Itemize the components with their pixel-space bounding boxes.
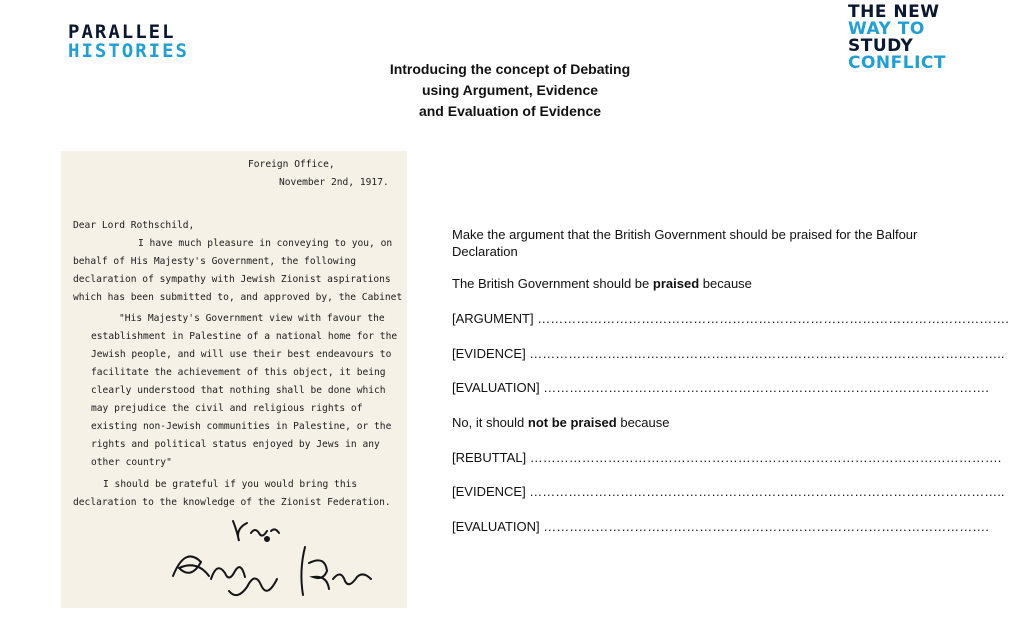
letter-quote-line: Jewish people, and will use their best endeavours to xyxy=(91,349,392,360)
letter-body-line: which has been submitted to, and approved by, the Cabinet xyxy=(73,292,403,303)
title-line-2: using Argument, Evidence xyxy=(421,82,599,98)
logo-line-conflict: CONFLICT xyxy=(848,53,946,73)
letter-body-line: declaration of sympathy with Jewish Zionist aspirations xyxy=(73,274,391,285)
logo-line-study: STUDY xyxy=(848,36,914,56)
page-title xyxy=(350,59,670,122)
worksheet-intro: Make the argument that the British Government should be praised for the Balfour Declaration xyxy=(452,227,918,259)
praise-bold: praised xyxy=(652,276,700,291)
letter-quote-line: existing non-Jewish communities in Palestine, or the xyxy=(91,421,392,432)
praise-heading xyxy=(452,276,752,291)
not-praised-heading xyxy=(452,415,670,430)
title-line-1: Introducing the concept of Debating xyxy=(389,61,631,77)
letter-date: November 2nd, 1917. xyxy=(279,177,389,188)
praise-suffix: because xyxy=(699,276,752,291)
letter-closing-line: declaration to the knowledge of the Zionist Federation. xyxy=(73,497,391,508)
new-way-logo xyxy=(848,4,946,72)
letter-quote-line: other country" xyxy=(91,457,172,468)
letter-body-line: I have much pleasure in conveying to you, on xyxy=(138,238,393,249)
balfour-letter-image xyxy=(61,151,407,608)
letter-quote-line: may prejudice the civil and religious rights of xyxy=(91,403,363,414)
letter-closing-line: I should be grateful if you would bring this xyxy=(103,479,358,490)
not-bold: not be praised xyxy=(527,415,617,430)
logo-line-way-to: WAY TO xyxy=(848,19,925,39)
letter-quote-line: clearly understood that nothing shall be done which xyxy=(91,385,386,396)
evaluation-line-2[interactable]: [EVALUATION] …………………………………………………………………………………………. xyxy=(452,519,989,534)
rebuttal-line[interactable]: [REBUTTAL] ………………………………………………………………………………………………. xyxy=(452,450,1002,465)
not-prefix: No, it should xyxy=(452,415,528,430)
title-line-3: and Evaluation of Evidence xyxy=(418,103,602,119)
logo-line-parallel: PARALLEL xyxy=(68,21,176,43)
balfour-signature xyxy=(61,151,407,608)
letter-body-line: behalf of His Majesty's Government, the following xyxy=(73,256,357,267)
letter-quote-line: establishment in Palestine of a national home for the xyxy=(91,331,398,342)
logo-line-the-new: THE NEW xyxy=(848,2,940,22)
letter-quote-line: "His Majesty's Government view with favour the xyxy=(119,313,385,324)
logo-line-histories: HISTORIES xyxy=(68,40,189,62)
evaluation-line-1[interactable]: [EVALUATION] …………………………………………………………………………………………. xyxy=(452,380,989,395)
letter-quote-line: rights and political status enjoyed by Jews in any xyxy=(91,439,380,450)
argument-line[interactable]: [ARGUMENT] ………………………………………………………………………………………………. xyxy=(452,311,1009,326)
parallel-histories-logo xyxy=(68,23,189,61)
letter-quote-line: facilitate the achievement of this object, it being xyxy=(91,367,386,378)
not-suffix: because xyxy=(616,415,670,430)
evidence-line-2[interactable]: [EVIDENCE] ……………………………………………………………………………………………….. xyxy=(452,484,1005,499)
letter-office: Foreign Office, xyxy=(248,159,335,170)
letter-salutation: Dear Lord Rothschild, xyxy=(73,220,195,231)
evidence-line-1[interactable]: [EVIDENCE] ……………………………………………………………………………………………….. xyxy=(452,346,1005,361)
praise-prefix: The British Government should be xyxy=(452,276,653,291)
